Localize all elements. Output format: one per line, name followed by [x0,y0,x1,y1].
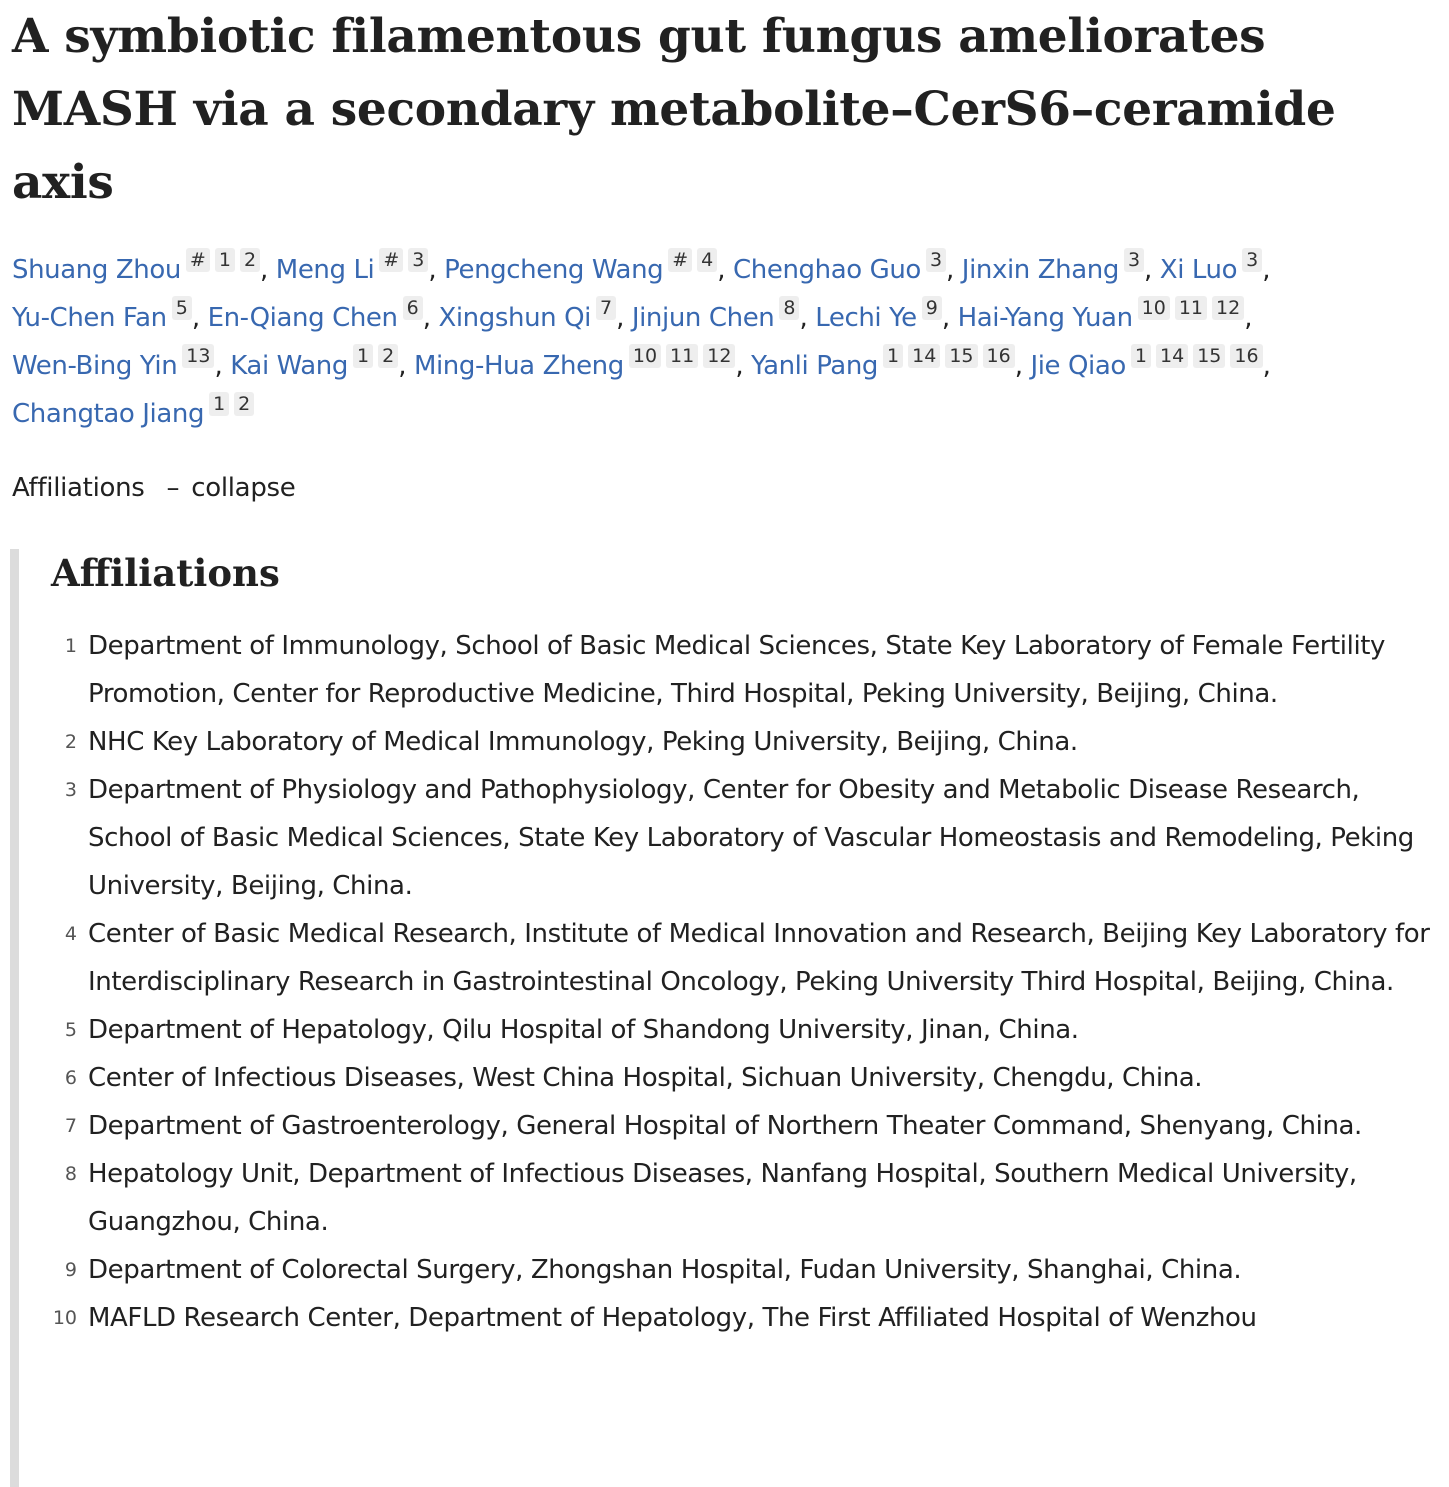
affiliation-item [19,1006,1449,1054]
author-separator: , [398,351,407,381]
affiliation-item [19,1246,1449,1294]
author-name-link[interactable]: Jie Qiao [1030,351,1126,381]
affiliation-ref-badge[interactable]: 12 [703,344,735,368]
author [1159,249,1271,285]
author-name-link[interactable]: En-Qiang Chen [207,303,398,333]
author-separator: , [1244,303,1253,333]
affiliation-ref-badge[interactable]: 14 [1156,344,1188,368]
affiliation-ref-badge[interactable]: 10 [1138,296,1170,320]
affiliation-ref-badge[interactable]: 1 [209,392,229,416]
affiliation-ref-badge[interactable]: 1 [215,248,235,272]
affiliation-item [19,766,1449,910]
affiliation-item [19,622,1449,718]
affiliation-number: 10 [52,1307,77,1329]
author-name-link[interactable]: Changtao Jiang [12,399,205,429]
author-name-link[interactable]: Yu-Chen Fan [12,303,167,333]
affiliation-ref-badge[interactable]: 14 [908,344,940,368]
author-name-link[interactable]: Hai-Yang Yuan [957,303,1133,333]
affiliations-heading: Affiliations [51,551,280,595]
author [957,297,1253,333]
affiliation-item [19,1054,1449,1102]
affiliation-ref-badge[interactable]: 3 [1124,248,1144,272]
affiliation-item [19,1102,1449,1150]
author-name-link[interactable]: Chenghao Guo [733,255,921,285]
author-separator: , [1144,255,1152,285]
author-separator: , [616,303,624,333]
affiliation-number: 2 [64,731,77,753]
author-separator: , [735,351,744,381]
author [815,297,950,333]
affiliation-text: Department of Colorectal Surgery, Zhongshan Hospital, Fudan University, Shanghai, China. [88,1255,1242,1285]
affiliation-ref-badge[interactable]: 16 [983,344,1015,368]
affiliation-ref-badge[interactable]: 5 [172,296,192,320]
author-name-link[interactable]: Jinjun Chen [631,303,775,333]
affiliation-text: MAFLD Research Center, Department of Hepatology, The First Affiliated Hospital of Wenzhou [88,1303,1257,1333]
author-separator: , [260,255,268,285]
affiliation-ref-badge[interactable]: 13 [182,344,214,368]
author-list [12,246,1442,438]
affiliation-text: Center of Infectious Diseases, West China Hospital, Sichuan University, Chengdu, China. [88,1063,1203,1093]
author-separator: , [1262,351,1271,381]
article-title: A symbiotic filamentous gut fungus ameliorates MASH via a secondary metabolite–CerS6–ceramide axis [12,9,1336,210]
author [275,249,437,285]
affiliation-ref-badge[interactable]: 1 [353,344,373,368]
collapse-dash-icon[interactable]: – [166,473,180,503]
author [444,249,726,285]
affiliation-ref-badge[interactable]: 3 [1242,248,1262,272]
author-name-link[interactable]: Meng Li [275,255,375,285]
author-separator: , [799,303,808,333]
affiliation-item [19,1294,1449,1342]
author [751,345,1023,381]
collapse-link[interactable]: collapse [191,473,296,503]
affiliation-ref-badge[interactable]: 15 [945,344,977,368]
affiliation-item [19,718,1449,766]
author-separator: , [946,255,954,285]
author [1030,345,1271,381]
author-name-link[interactable]: Ming-Hua Zheng [413,351,624,381]
affiliation-item [19,1150,1449,1246]
author-name-link[interactable]: Yanli Pang [751,351,879,381]
author-name-link[interactable]: Lechi Ye [815,303,917,333]
affiliation-ref-badge[interactable]: 1 [1131,344,1151,368]
author-separator: , [428,255,437,285]
affiliation-ref-badge[interactable]: 4 [697,248,717,272]
author [438,297,624,333]
affiliation-number: 1 [64,635,77,657]
affiliation-item [19,910,1449,1006]
affiliations-toggle-label[interactable]: Affiliations [12,473,145,503]
affiliation-ref-badge[interactable]: 16 [1230,344,1262,368]
affiliation-ref-badge[interactable]: 9 [922,296,942,320]
author-separator: , [1262,255,1271,285]
equal-contribution-badge[interactable]: # [379,248,403,272]
affiliation-ref-badge[interactable]: 1 [883,344,903,368]
author-name-link[interactable]: Xingshun Qi [438,303,591,333]
affiliation-text: Hepatology Unit, Department of Infectious Diseases, Nanfang Hospital, Southern Medical University, Guangzhou, China. [88,1159,1357,1237]
affiliation-ref-badge[interactable]: 2 [234,392,254,416]
author-separator: , [422,303,431,333]
author-separator: , [214,351,223,381]
author-name-link[interactable]: Xi Luo [1159,255,1238,285]
author-separator: , [191,303,200,333]
author-name-link[interactable]: Shuang Zhou [12,255,181,285]
affiliation-number: 5 [64,1019,77,1041]
affiliation-text: Center of Basic Medical Research, Institute of Medical Innovation and Research, Beijing Key Laboratory for Interdisciplinary Research in Gastrointestinal Oncology, Peking University Third Hospital, Beijing, China. [88,919,1430,997]
affiliation-number: 9 [64,1259,77,1281]
affiliation-number: 6 [64,1067,77,1089]
affiliation-number: 4 [64,923,77,945]
affiliation-ref-badge[interactable]: 2 [378,344,398,368]
affiliation-text: Department of Immunology, School of Basic Medical Sciences, State Key Laboratory of Female Fertility Promotion, Center for Reproductive Medicine, Third Hospital, Peking University, Beijing, China. [88,631,1386,709]
affiliation-ref-badge[interactable]: 6 [403,296,423,320]
affiliation-ref-badge[interactable]: 3 [408,248,428,272]
equal-contribution-badge[interactable]: # [668,248,692,272]
affiliation-text: Department of Gastroenterology, General Hospital of Northern Theater Command, Shenyang, China. [88,1111,1362,1141]
author [12,249,268,285]
affiliations-list [19,622,1449,1342]
affiliation-number: 8 [64,1163,77,1185]
author-separator: , [941,303,950,333]
equal-contribution-badge[interactable]: # [186,248,210,272]
author [207,297,431,333]
author-name-link[interactable]: Jinxin Zhang [961,255,1119,285]
affiliation-text: Department of Hepatology, Qilu Hospital of Shandong University, Jinan, China. [88,1015,1079,1045]
affiliation-ref-badge[interactable]: 3 [926,248,946,272]
author-name-link[interactable]: Kai Wang [230,351,348,381]
affiliation-ref-badge[interactable]: 11 [666,344,698,368]
affiliation-text: Department of Physiology and Pathophysiology, Center for Obesity and Metabolic Disease Research, School of Basic Medical Sciences, State Key Laboratory of Vascular Homeostasis and Remodeling, Peking University, Beijing, China. [88,775,1414,901]
affiliation-ref-badge[interactable]: 8 [779,296,799,320]
author [961,249,1152,285]
affiliation-ref-badge[interactable]: 11 [1175,296,1207,320]
author [12,345,223,381]
affiliation-text: NHC Key Laboratory of Medical Immunology, Peking University, Beijing, China. [88,727,1078,757]
author-name-link[interactable]: Wen-Bing Yin [12,351,178,381]
author-separator: , [717,255,726,285]
author [733,249,954,285]
affiliation-ref-badge[interactable]: 10 [629,344,661,368]
affiliation-ref-badge[interactable]: 15 [1193,344,1225,368]
author [413,345,744,381]
affiliations-toggle[interactable] [12,468,295,508]
affiliation-ref-badge[interactable]: 2 [240,248,260,272]
author-name-link[interactable]: Pengcheng Wang [444,255,664,285]
affiliation-ref-badge[interactable]: 7 [596,296,616,320]
affiliations-panel [10,549,1449,1487]
author-separator: , [1014,351,1023,381]
affiliation-number: 7 [64,1115,77,1137]
author [12,297,200,333]
affiliation-ref-badge[interactable]: 12 [1212,296,1244,320]
author [12,393,254,429]
affiliation-number: 3 [64,779,77,801]
author [230,345,407,381]
author [631,297,808,333]
